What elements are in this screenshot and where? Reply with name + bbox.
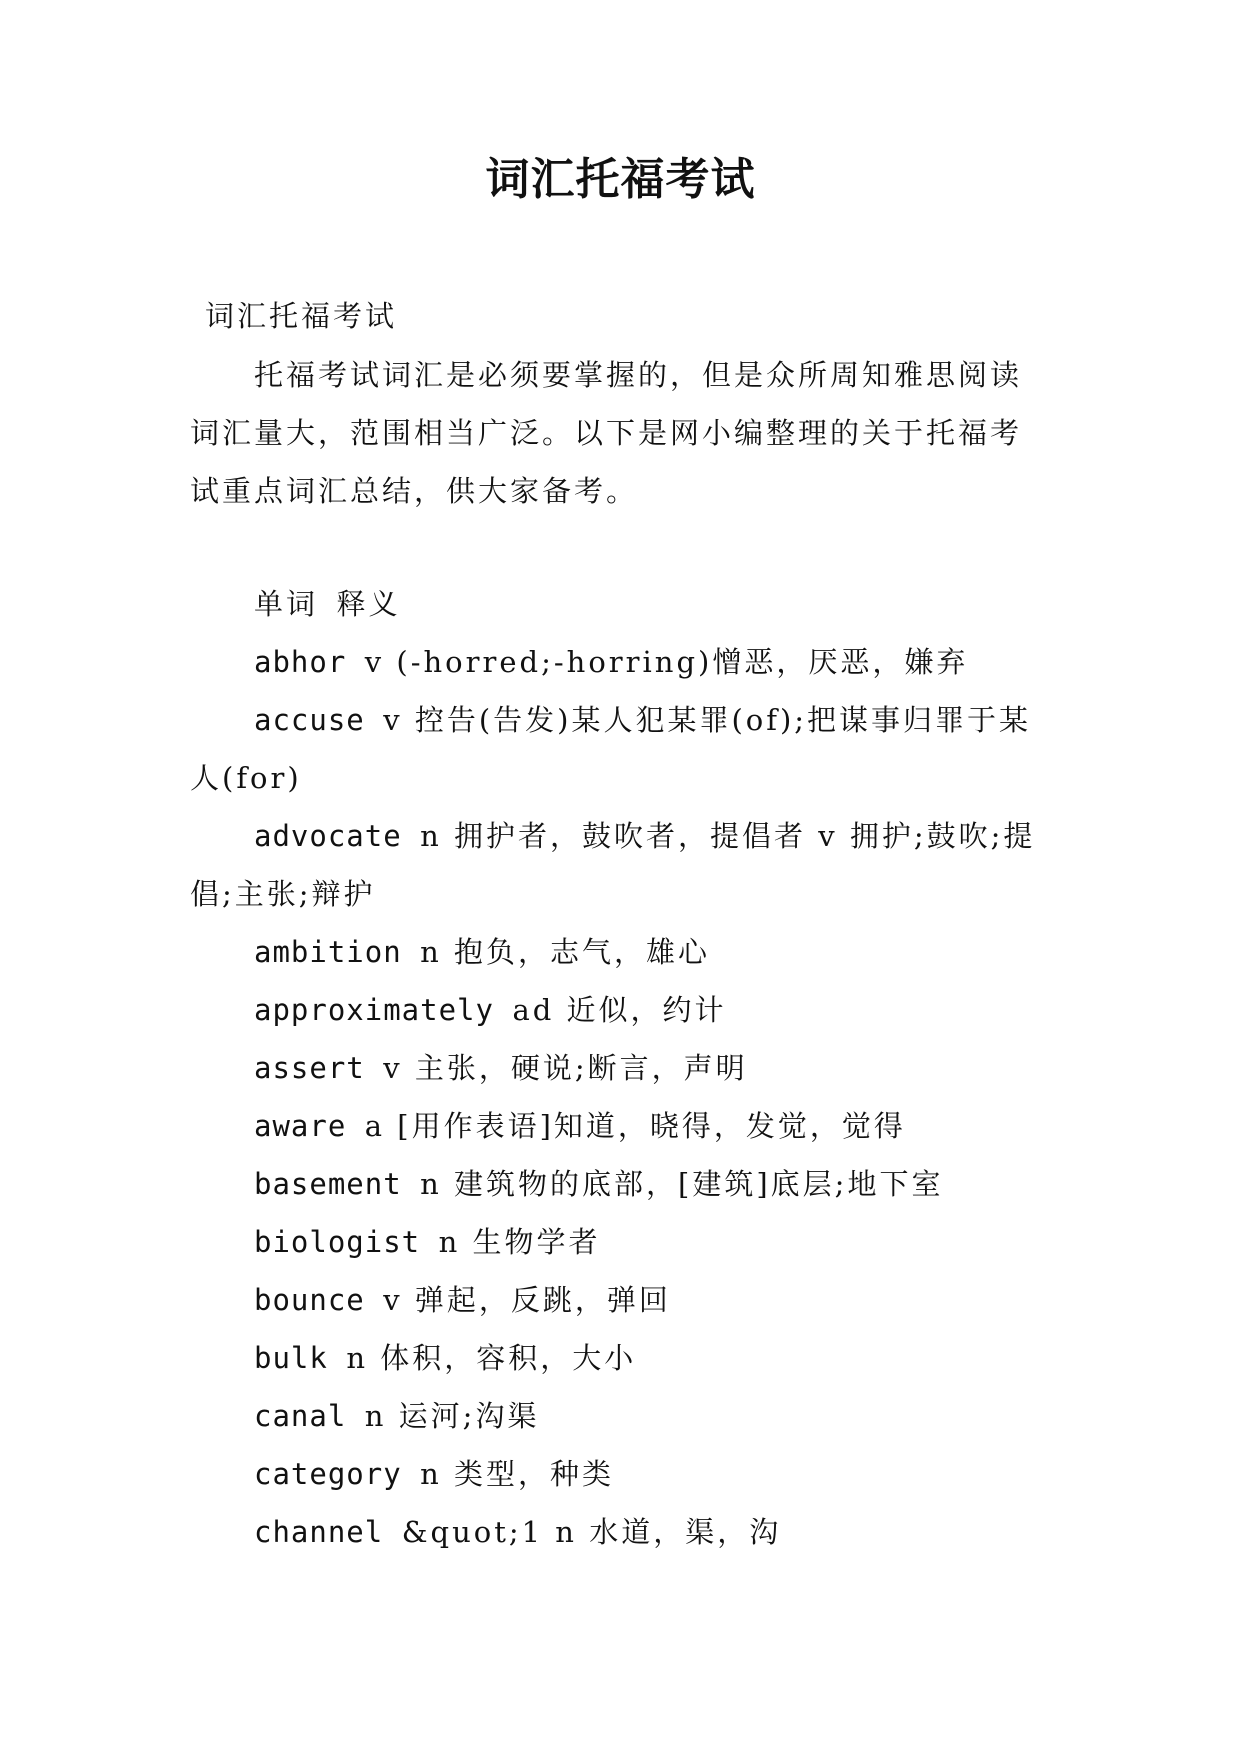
header-definition: 释义 [336, 587, 401, 621]
vocabulary-entry [190, 1213, 1052, 1271]
vocabulary-entry [190, 1503, 1052, 1561]
entry-term: category [254, 1457, 402, 1491]
entry-definition: v 主张，硬说;断言，声明 [383, 1051, 748, 1085]
vocabulary-entry [190, 1445, 1052, 1503]
vocabulary-entry [190, 1387, 1052, 1445]
document-title: 词汇托福考试 [485, 154, 756, 205]
entry-definition: &quot;1 n 水道，渠，沟 [401, 1515, 782, 1549]
entry-definition: ad 近似，约计 [512, 993, 727, 1027]
entry-definition: n 类型，种类 [420, 1457, 615, 1491]
entry-term: accuse [254, 703, 365, 737]
entry-term: assert [254, 1051, 365, 1085]
entry-term: bounce [254, 1283, 365, 1317]
entry-term: ambition [254, 935, 402, 969]
entry-term: approximately [254, 993, 494, 1027]
vocabulary-entry [190, 1039, 1052, 1097]
document-label: 词汇托福考试 [205, 299, 398, 333]
vocabulary-entry [190, 1271, 1052, 1329]
vocabulary-header-row [190, 575, 1052, 633]
entry-term: advocate [254, 819, 402, 853]
entry-term: canal [254, 1399, 347, 1433]
entry-definition: n 运河;沟渠 [364, 1399, 540, 1433]
vocabulary-entry [190, 807, 1052, 923]
entry-term: bulk [254, 1341, 328, 1375]
entry-term: basement [254, 1167, 402, 1201]
entry-term: aware [254, 1109, 347, 1143]
entry-definition: v (-horred;-horring)憎恶，厌恶，嫌弃 [364, 645, 969, 679]
entry-definition: n 拥护者，鼓吹者，提倡者 v 拥护;鼓吹;提倡;主张;辩护 [190, 819, 1036, 911]
vocabulary-entry [190, 981, 1052, 1039]
vocabulary-entry [190, 1097, 1052, 1155]
entry-term: abhor [254, 645, 347, 679]
vocabulary-entry [190, 691, 1052, 807]
entry-definition: n 抱负，志气，雄心 [420, 935, 711, 969]
entry-definition: n 体积，容积，大小 [346, 1341, 637, 1375]
entry-definition: n 生物学者 [438, 1225, 601, 1259]
vocabulary-entry [190, 923, 1052, 981]
entry-definition: a [用作表语]知道，晓得，发觉，觉得 [364, 1109, 906, 1143]
entry-definition: n 建筑物的底部，[建筑]底层;地下室 [420, 1167, 944, 1201]
vocabulary-entry [190, 633, 1052, 691]
vocabulary-list [190, 575, 1052, 1561]
entry-definition: v 弹起，反跳，弹回 [383, 1283, 671, 1317]
entry-term: channel [254, 1515, 384, 1549]
intro-paragraph: 托福考试词汇是必须要掌握的，但是众所周知雅思阅读词汇量大，范围相当广泛。以下是网小编整理的关于托福考试重点词汇总结，供大家备考。 [190, 358, 1023, 508]
entry-definition: v 控告(告发)某人犯某罪(of);把谋事归罪于某人(for) [190, 703, 1032, 795]
entry-term: biologist [254, 1225, 421, 1259]
vocabulary-entry [190, 1329, 1052, 1387]
vocabulary-entry [190, 1155, 1052, 1213]
header-term: 单词 [254, 587, 319, 621]
